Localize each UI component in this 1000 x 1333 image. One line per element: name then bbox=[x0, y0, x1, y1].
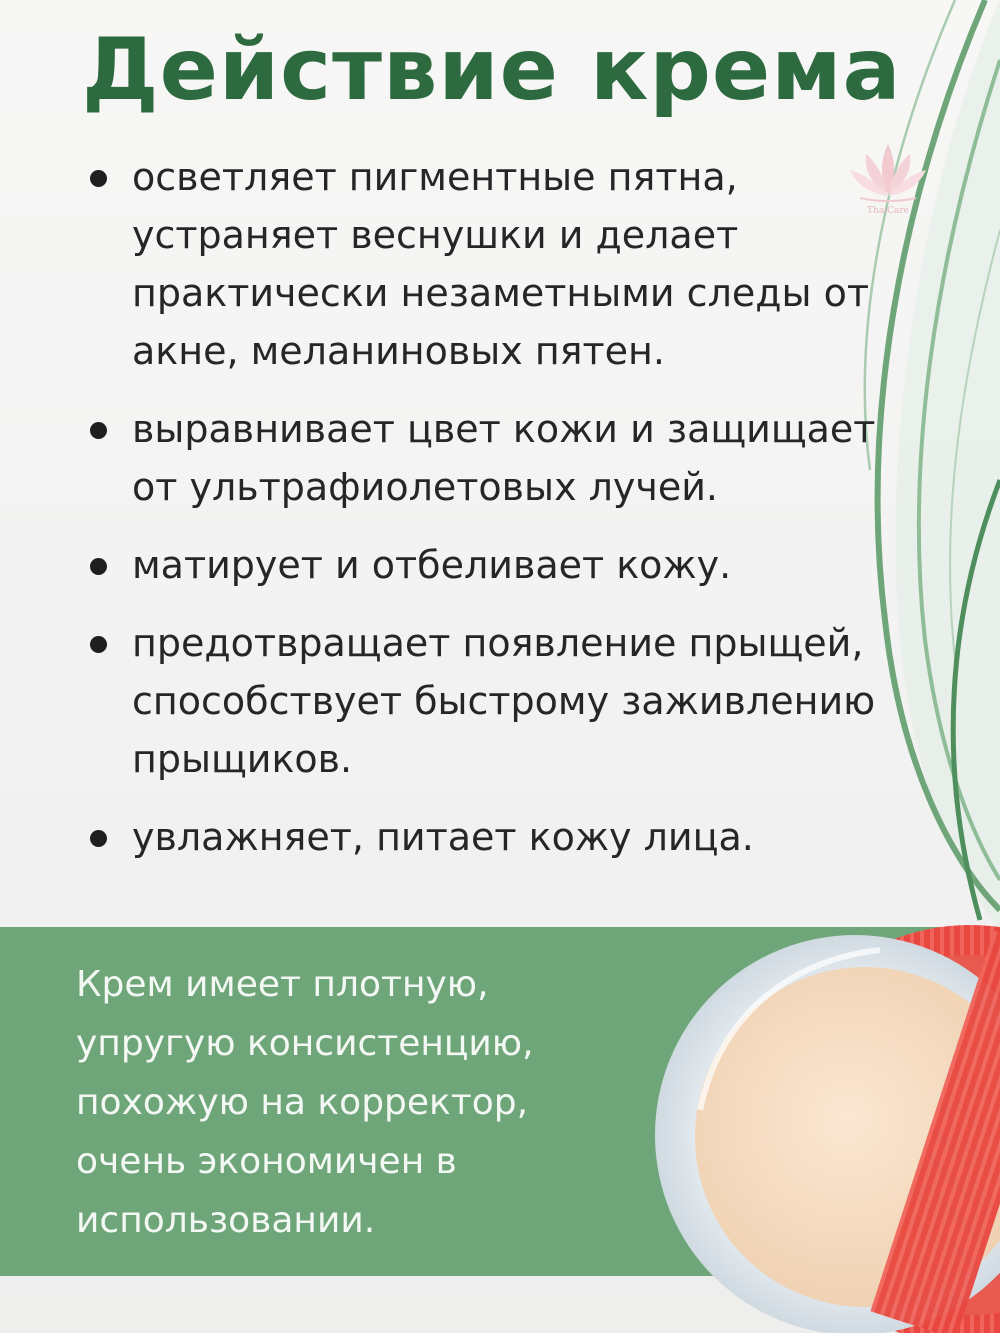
feature-text: выравнивает цвет кожи и защищает от ультрафиолетовых лучей. bbox=[132, 407, 876, 509]
feature-text: предотвращает появление прыщей, способствует быстрому заживлению прыщиков. bbox=[132, 621, 876, 781]
bullet-icon bbox=[90, 558, 107, 575]
feature-text: осветляет пигментные пятна, устраняет веснушки и делает практически незаметными следы от акне, меланиновых пятен. bbox=[132, 155, 869, 373]
page-title: Действие крема bbox=[82, 20, 902, 120]
brand-name: ThaiCare bbox=[867, 206, 909, 216]
list-item bbox=[90, 614, 890, 788]
feature-text: матирует и отбеливает кожу. bbox=[132, 543, 732, 587]
list-item bbox=[90, 808, 890, 866]
description-text: Крем имеет плотную, упругую консистенцию, похожую на корректор, очень экономичен в использовании. bbox=[76, 964, 534, 1241]
feature-text: увлажняет, питает кожу лица. bbox=[132, 815, 754, 859]
bullet-icon bbox=[90, 170, 107, 187]
bullet-icon bbox=[90, 422, 107, 439]
feature-list bbox=[90, 148, 890, 886]
list-item bbox=[90, 148, 890, 380]
bullet-icon bbox=[90, 830, 107, 847]
cream-jar-image bbox=[640, 895, 1000, 1333]
list-item bbox=[90, 536, 890, 594]
list-item bbox=[90, 400, 890, 516]
bullet-icon bbox=[90, 636, 107, 653]
